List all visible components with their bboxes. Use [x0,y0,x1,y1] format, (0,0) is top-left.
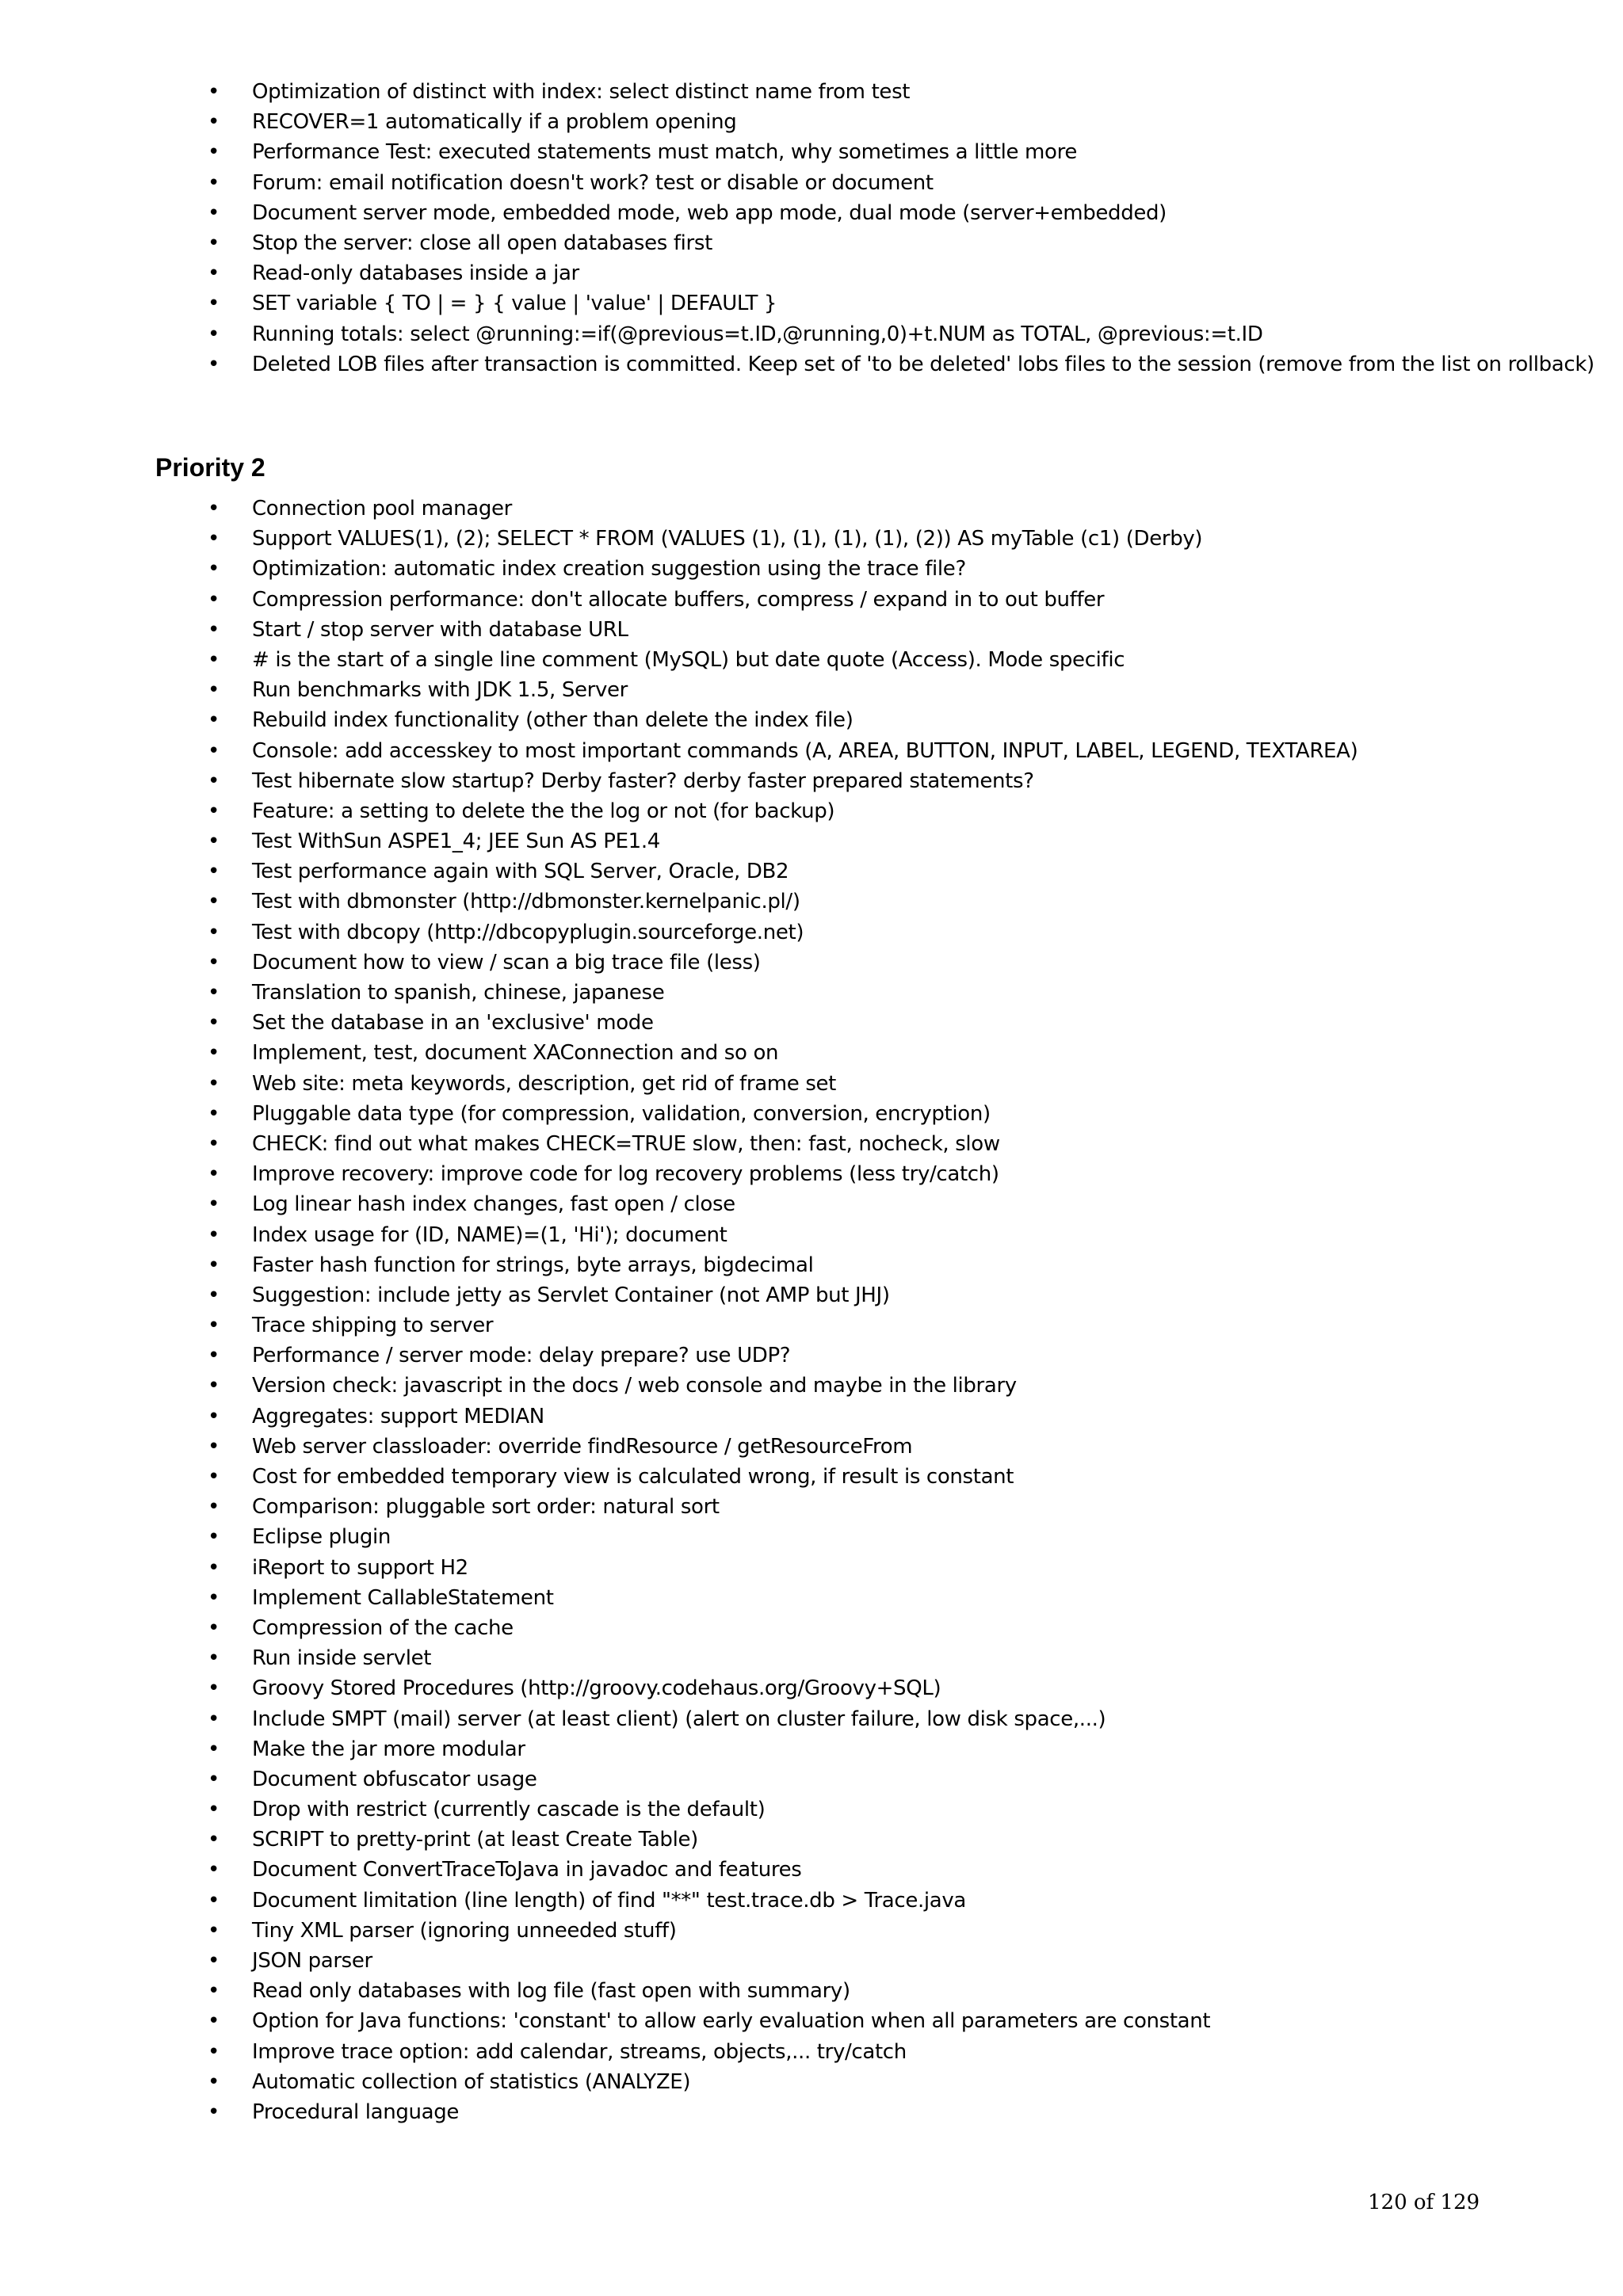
list-item-text: Forum: email notification doesn't work? test or disable or document [252,170,934,195]
list-item-text: Option for Java functions: 'constant' to allow early evaluation when all parameters are constant [252,2009,1211,2034]
bullet-icon: • [208,1525,220,1550]
bullet-icon: • [208,1585,220,1610]
list-item-text: Eclipse plugin [252,1525,391,1550]
list-item-text: Procedural language [252,2100,460,2124]
bullet-icon: • [208,1555,220,1580]
list-item [208,1855,1587,1885]
bullet-icon: • [208,1374,220,1398]
bullet-icon: • [208,1888,220,1913]
list-item-text: Optimization: automatic index creation suggestion using the trace file? [252,557,966,582]
list-item [208,198,1587,228]
list-item [208,887,1587,917]
bullet-icon: • [208,1979,220,2004]
bullet-icon: • [208,617,220,642]
bullet-icon: • [208,1707,220,1731]
list-item [208,766,1587,796]
bullet-icon: • [208,587,220,612]
bullet-icon: • [208,1011,220,1035]
list-item-text: Drop with restrict (currently cascade is the default) [252,1798,766,1822]
list-item-text: Read only databases with log file (fast open with summary) [252,1979,850,2004]
list-item-text: Faster hash function for strings, byte arrays, bigdecimal [252,1253,814,1277]
bullet-icon: • [208,231,220,255]
list-item-text: Version check: javascript in the docs / web console and maybe in the library [252,1374,1017,1398]
list-item-text: Automatic collection of statistics (ANALYZE) [252,2069,691,2094]
list-item-text: Translation to spanish, chinese, japanese [252,981,665,1005]
list-item [208,736,1587,766]
bullet-icon: • [208,2100,220,2124]
bullet-icon: • [208,1858,220,1882]
list-item-text: Include SMPT (mail) server (at least client) (alert on cluster failure, low disk space,...) [252,1707,1106,1731]
bullet-icon: • [208,799,220,823]
list-item [208,258,1587,288]
list-item-text: Pluggable data type (for compression, validation, conversion, encryption) [252,1101,991,1126]
bullet-icon: • [208,557,220,582]
list-item [208,2067,1587,2097]
list-item [208,228,1587,258]
list-item [208,1402,1587,1432]
list-item [208,675,1587,705]
list-item-text: CHECK: find out what makes CHECK=TRUE slow, then: fast, nocheck, slow [252,1131,1000,1156]
list-item-text: Improve recovery: improve code for log recovery problems (less try/catch) [252,1162,999,1187]
list-item [208,1583,1587,1613]
bullet-icon: • [208,1434,220,1459]
list-item [208,524,1587,554]
list-item [208,978,1587,1008]
list-item-text: Web site: meta keywords, description, get rid of frame set [252,1071,837,1096]
list-item-text: Performance / server mode: delay prepare? use UDP? [252,1344,791,1368]
list-item [208,1764,1587,1794]
list-item [208,77,1587,107]
list-item-text: JSON parser [252,1949,372,1973]
bullet-icon: • [208,1737,220,1761]
bullet-icon: • [208,80,220,104]
list-item-text: Start / stop server with database URL [252,617,628,642]
list-item [208,1825,1587,1855]
list-item-text: Compression performance: don't allocate buffers, compress / expand in to out buffer [252,587,1105,612]
bullet-icon: • [208,110,220,135]
list-item-text: Optimization of distinct with index: select distinct name from test [252,80,911,104]
section-heading-priority-2: Priority 2 [155,453,265,482]
list-item-text: Set the database in an 'exclusive' mode [252,1011,654,1035]
list-item [208,1613,1587,1643]
list-item-text: # is the start of a single line comment (MySQL) but date quote (Access). Mode specific [252,647,1125,672]
bullet-icon: • [208,497,220,521]
list-item [208,107,1587,137]
list-item-text: Rebuild index functionality (other than delete the index file) [252,708,854,733]
list-item-text: RECOVER=1 automatically if a problem opening [252,110,737,135]
bullet-icon: • [208,170,220,195]
bullet-icon: • [208,678,220,703]
bullet-icon: • [208,1828,220,1852]
bullet-icon: • [208,1676,220,1701]
list-item-text: Log linear hash index changes, fast open / close [252,1192,735,1217]
list-item [208,585,1587,615]
list-item-text: Performance Test: executed statements must match, why sometimes a little more [252,140,1077,165]
bullet-icon: • [208,1071,220,1096]
list-item [208,856,1587,887]
list-item-text: Test performance again with SQL Server, Oracle, DB2 [252,860,789,884]
bullet-icon: • [208,981,220,1005]
list-item [208,1432,1587,1462]
bullet-icon: • [208,860,220,884]
list-item [208,948,1587,978]
list-item-text: Suggestion: include jetty as Servlet Container (not AMP but JHJ) [252,1283,890,1307]
list-item [208,1220,1587,1250]
list-item [208,2097,1587,2127]
bullet-icon: • [208,1495,220,1520]
list-item [208,1916,1587,1946]
list-item-text: Document server mode, embedded mode, web app mode, dual mode (server+embedded) [252,200,1167,225]
bullet-icon: • [208,200,220,225]
bullet-icon: • [208,830,220,854]
list-item-text: Test hibernate slow startup? Derby faster? derby faster prepared statements? [252,769,1034,793]
bullet-icon: • [208,1162,220,1187]
list-item-text: iReport to support H2 [252,1555,468,1580]
bullet-icon: • [208,527,220,551]
list-item [208,1341,1587,1371]
list-item-text: Stop the server: close all open databases first [252,231,712,255]
list-item [208,645,1587,675]
bullet-icon: • [208,322,220,346]
bullet-icon: • [208,890,220,914]
list-item-text: Web server classloader: override findResource / getResourceFrom [252,1434,913,1459]
bullet-icon: • [208,920,220,944]
list-item-text: Index usage for (ID, NAME)=(1, 'Hi'); document [252,1222,727,1247]
list-item [208,1371,1587,1401]
list-item [208,1159,1587,1189]
list-item-text: Support VALUES(1), (2); SELECT * FROM (VALUES (1), (1), (1), (1), (2)) AS myTable (c1) (Derby) [252,527,1203,551]
list-item [208,796,1587,826]
bullet-icon: • [208,1344,220,1368]
list-item-text: Implement CallableStatement [252,1585,554,1610]
bullet-icon: • [208,738,220,763]
list-item [208,615,1587,645]
list-item-text: Connection pool manager [252,497,512,521]
list-item [208,1189,1587,1219]
bullet-icon: • [208,1041,220,1066]
bullet-icon: • [208,1918,220,1943]
list-item-text: Compression of the cache [252,1615,514,1640]
list-item-text: Implement, test, document XAConnection and so on [252,1041,779,1066]
list-item-text: SET variable { TO | = } { value | 'value' | DEFAULT } [252,292,777,316]
list-item-text: Improve trace option: add calendar, streams, objects,... try/catch [252,2039,907,2064]
list-item [208,1069,1587,1099]
bullet-icon: • [208,1615,220,1640]
list-item [208,1734,1587,1764]
bullet-icon: • [208,1798,220,1822]
list-item [208,1280,1587,1310]
list-item-text: Tiny XML parser (ignoring unneeded stuff) [252,1918,677,1943]
page-number: 120 of 129 [1368,2191,1480,2214]
list-item [208,705,1587,735]
list-item-text: SCRIPT to pretty-print (at least Create Table) [252,1828,698,1852]
list-item [208,2006,1587,2036]
bullet-icon: • [208,140,220,165]
list-item-text: Trace shipping to server [252,1314,494,1338]
list-item [208,1492,1587,1522]
list-item [208,1462,1587,1492]
list-item [208,1704,1587,1734]
bullet-icon: • [208,647,220,672]
bullet-icon: • [208,1767,220,1791]
list-item-text: Test with dbcopy (http://dbcopyplugin.sourceforge.net) [252,920,804,944]
list-item [208,1946,1587,1976]
list-item [208,1553,1587,1583]
list-item [208,1038,1587,1068]
list-item [208,1129,1587,1159]
list-item-text: Make the jar more modular [252,1737,525,1761]
list-item [208,917,1587,948]
bullet-icon: • [208,1101,220,1126]
list-item-text: Deleted LOB files after transaction is committed. Keep set of 'to be deleted' lobs files to the session (remove from the list on rollback) [252,352,1594,376]
list-item [208,349,1594,379]
list-item-text: Document limitation (line length) of find "**" test.trace.db > Trace.java [252,1888,966,1913]
bullet-icon: • [208,1253,220,1277]
list-item-text: Test with dbmonster (http://dbmonster.kernelpanic.pl/) [252,890,800,914]
list-item [208,494,1587,524]
top-bullet-list [208,77,1594,379]
bullet-icon: • [208,1465,220,1489]
list-item [208,2037,1587,2067]
list-item-text: Run inside servlet [252,1646,432,1671]
list-item-text: Test WithSun ASPE1_4; JEE Sun AS PE1.4 [252,830,660,854]
list-item-text: Document how to view / scan a big trace file (less) [252,950,761,974]
bullet-icon: • [208,352,220,376]
bullet-icon: • [208,1131,220,1156]
list-item-text: Aggregates: support MEDIAN [252,1404,544,1428]
list-item [208,168,1587,198]
list-item [208,1310,1587,1341]
bullet-icon: • [208,769,220,793]
list-item-text: Run benchmarks with JDK 1.5, Server [252,678,628,703]
list-item-text: Groovy Stored Procedures (http://groovy.codehaus.org/Groovy+SQL) [252,1676,941,1701]
bullet-icon: • [208,2039,220,2064]
list-item [208,319,1587,349]
list-item-text: Comparison: pluggable sort order: natural sort [252,1495,720,1520]
list-item [208,1976,1587,2006]
list-item [208,1250,1587,1280]
bullet-icon: • [208,1283,220,1307]
list-item [208,1522,1587,1552]
bullet-icon: • [208,1192,220,1217]
list-item [208,288,1587,318]
list-item [208,1099,1587,1129]
bullet-icon: • [208,1222,220,1247]
list-item [208,1886,1587,1916]
bullet-icon: • [208,708,220,733]
list-item-text: Cost for embedded temporary view is calculated wrong, if result is constant [252,1465,1014,1489]
list-item-text: Read-only databases inside a jar [252,261,579,286]
bullet-icon: • [208,292,220,316]
list-item-text: Feature: a setting to delete the the log or not (for backup) [252,799,835,823]
priority-2-bullet-list [208,494,1587,2127]
list-item [208,1643,1587,1673]
list-item [208,137,1587,167]
list-item-text: Document ConvertTraceToJava in javadoc and features [252,1858,802,1882]
list-item-text: Running totals: select @running:=if(@previous=t.ID,@running,0)+t.NUM as TOTAL, @previous:=t.ID [252,322,1263,346]
bullet-icon: • [208,261,220,286]
bullet-icon: • [208,1646,220,1671]
list-item [208,554,1587,584]
bullet-icon: • [208,1949,220,1973]
list-item-text: Document obfuscator usage [252,1767,537,1791]
list-item [208,1794,1587,1825]
bullet-icon: • [208,950,220,974]
bullet-icon: • [208,2009,220,2034]
list-item-text: Console: add accesskey to most important commands (A, AREA, BUTTON, INPUT, LABEL, LEGEND, TEXTAREA) [252,738,1358,763]
bullet-icon: • [208,1404,220,1428]
list-item [208,1008,1587,1038]
list-item [208,1673,1587,1703]
bullet-icon: • [208,1314,220,1338]
list-item [208,826,1587,856]
bullet-icon: • [208,2069,220,2094]
